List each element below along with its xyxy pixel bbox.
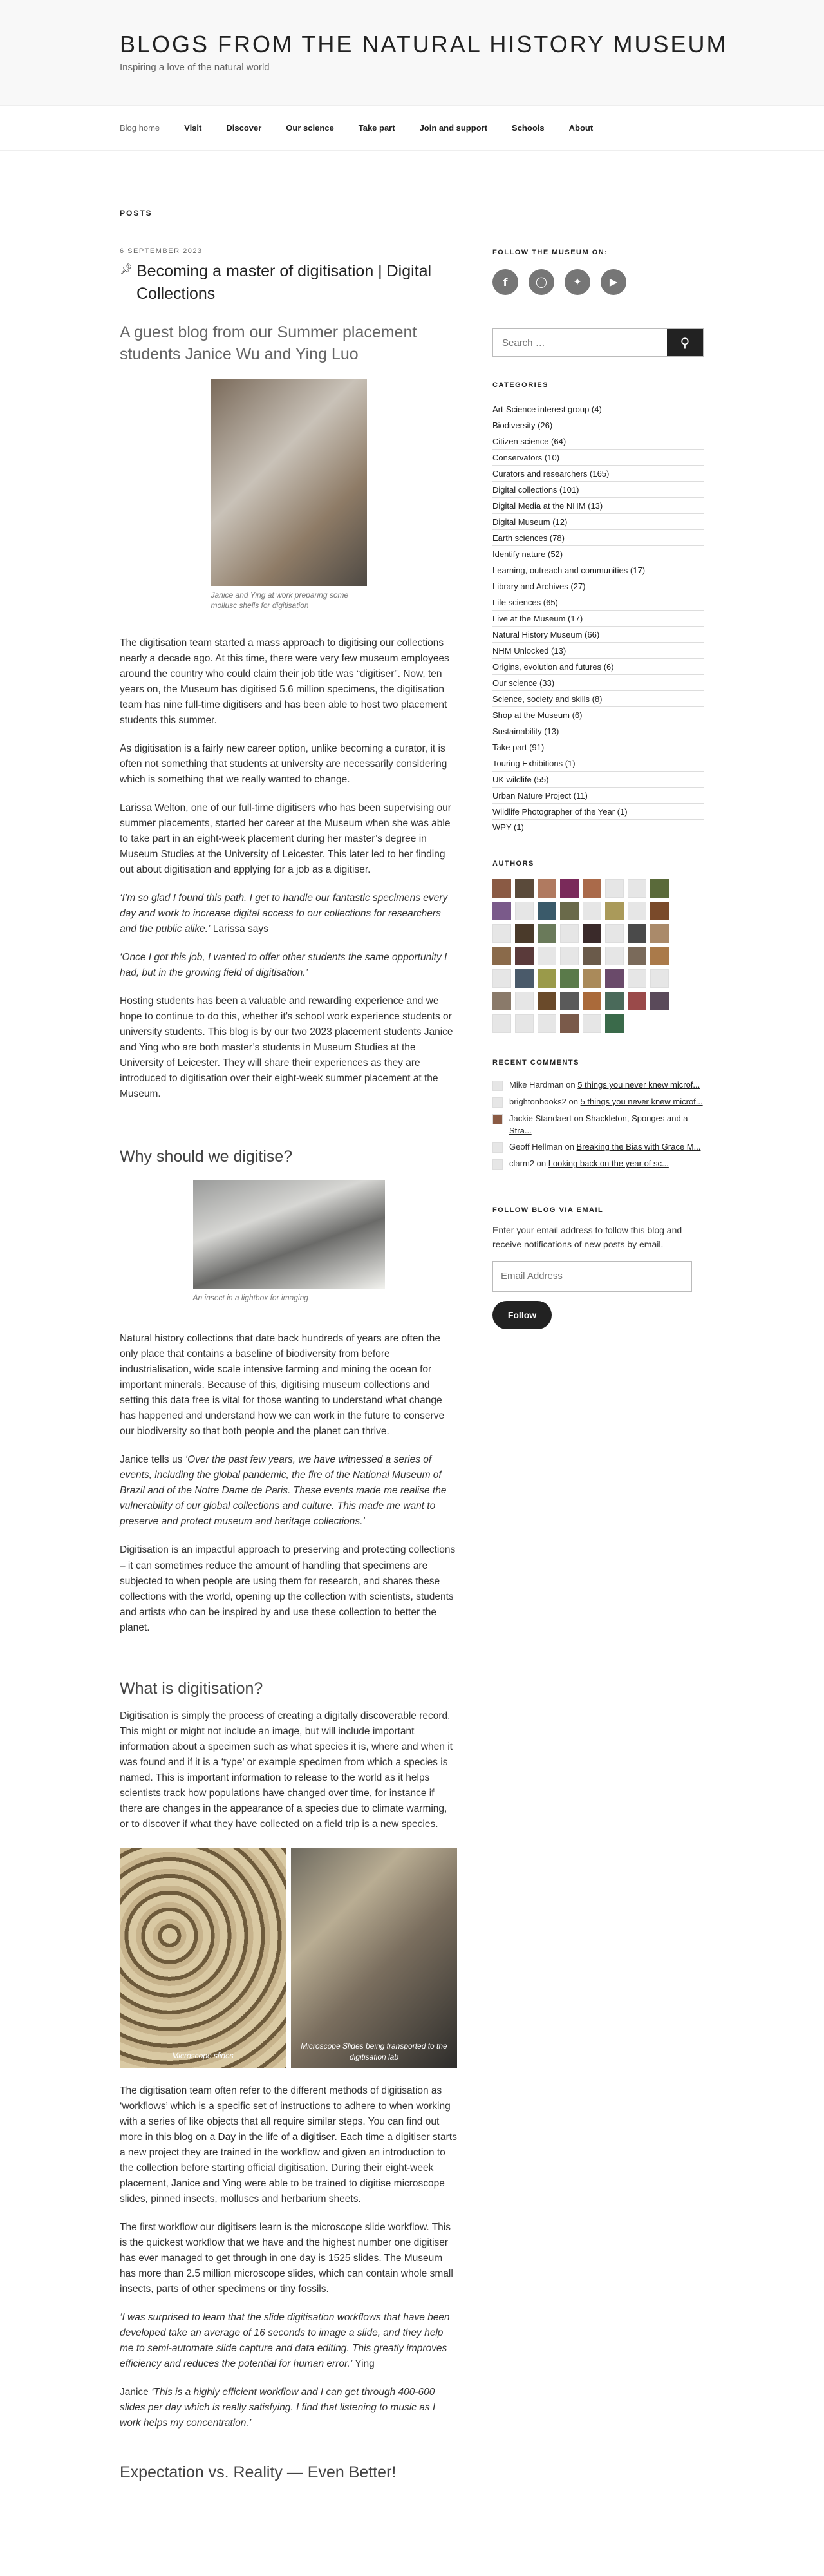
avatar[interactable] bbox=[628, 969, 646, 988]
authors-grid bbox=[492, 879, 704, 1033]
category-item[interactable]: Natural History Museum (66) bbox=[492, 626, 704, 642]
category-item[interactable]: Wildlife Photographer of the Year (1) bbox=[492, 803, 704, 819]
pin-icon: 📌︎ bbox=[120, 264, 133, 275]
email-field[interactable] bbox=[492, 1261, 692, 1292]
comment-text bbox=[509, 1141, 700, 1153]
post-subheading: A guest blog from our Summer placement students Janice Wu and Ying Luo bbox=[120, 323, 417, 363]
figure-caption: An insect in a lightbox for imaging bbox=[192, 1293, 308, 1302]
nav-discover[interactable]: Discover bbox=[226, 123, 262, 133]
follow-button[interactable]: Follow bbox=[492, 1301, 552, 1329]
category-item[interactable]: NHM Unlocked (13) bbox=[492, 642, 704, 658]
photo-microscope-slides bbox=[120, 1848, 286, 2068]
avatar[interactable] bbox=[628, 947, 646, 965]
figure-caption: Janice and Ying at work preparing some mollusc shells for digitisation bbox=[211, 590, 349, 611]
quote-attribution: Ying bbox=[352, 2358, 375, 2369]
category-item[interactable]: Urban Nature Project (11) bbox=[492, 787, 704, 803]
paragraph: Digitisation is an impactful approach to preserving and protecting collections – it can sometimes reduce the amount of handling that specimens are subjected to when people are using them for research, and shares these collections with the world, opening up the collection with scientists, students and artists who can be inspired by and use these collection to better the planet. bbox=[120, 1544, 456, 1633]
comment-author: Mike Hardman bbox=[509, 1080, 564, 1090]
quote-paragraph bbox=[120, 2385, 458, 2431]
avatar[interactable] bbox=[492, 902, 511, 920]
gallery-caption: Microscope slides bbox=[172, 2050, 234, 2060]
avatar[interactable] bbox=[583, 924, 601, 943]
nav-blog-home[interactable]: Blog home bbox=[120, 123, 160, 133]
comment-post-link[interactable]: 5 things you never knew microf... bbox=[580, 1096, 703, 1106]
avatar[interactable] bbox=[583, 969, 601, 988]
category-item[interactable]: Curators and researchers (165) bbox=[492, 465, 704, 481]
category-item[interactable]: WPY (1) bbox=[492, 819, 704, 835]
avatar[interactable] bbox=[515, 947, 534, 965]
nav-schools[interactable]: Schools bbox=[512, 123, 545, 133]
paragraph: The digitisation team started a mass approach to digitising our collections nearly a decade ago. At this time, there were very few museum employees around the country who could claim their job title was “digitiser”. Now, ten years on, the Museum has digitised 5.6 million specimens, the digitisation team has nine full-time digitisers and has been able to host two placement students this summer. bbox=[120, 638, 449, 726]
comment-author: Jackie Standaert bbox=[509, 1113, 572, 1123]
quote: ‘Once I got this job, I wanted to offer other students the same opportunity I had, but in the growing field of digitisation.’ bbox=[120, 952, 447, 979]
photo-slides-transport bbox=[291, 1848, 457, 2068]
site-description: Inspiring a love of the natural world bbox=[120, 62, 270, 73]
category-item[interactable]: Digital collections (101) bbox=[492, 481, 704, 497]
category-item[interactable]: Sustainability (13) bbox=[492, 723, 704, 739]
comment-post-link[interactable]: Looking back on the year of sc... bbox=[548, 1159, 669, 1169]
section-heading: What is digitisation? bbox=[120, 1679, 263, 1698]
gallery-caption: Microscope Slides being transported to the digitisation lab bbox=[301, 2041, 447, 2061]
follow-museum-title: FOLLOW THE MUSEUM ON: bbox=[492, 249, 608, 256]
avatar[interactable] bbox=[650, 969, 669, 988]
quote-paragraph bbox=[120, 891, 458, 937]
avatar[interactable] bbox=[515, 879, 534, 898]
category-item[interactable]: Shop at the Museum (6) bbox=[492, 706, 704, 723]
avatar[interactable] bbox=[605, 924, 624, 943]
category-item[interactable]: Digital Museum (12) bbox=[492, 513, 704, 529]
paragraph: Digitisation is simply the process of creating a digitally discoverable record. This might or might not include an image, but will include important information about a specimen such as what species it is, where and when it was found and if it is a ‘type’ or example specimen from which a species is named. This is important information to release to the world as it helps scientists track how populations have changed over time, for instance if there are changes in the appearance of a species due to climate warming, or to discover if what they have collected on a field trip is a new species. bbox=[120, 1710, 453, 1830]
nav-visit[interactable]: Visit bbox=[184, 123, 202, 133]
quote: ‘I was surprised to learn that the slide digitisation workflows that have been developed take an average of 16 seconds to image a slide, and they help me to semi-automate slide capture and data editing. This greatly improves efficiency and reduces the potential for human error.’ bbox=[120, 2311, 450, 2369]
section-heading: Expectation vs. Reality — Even Better! bbox=[120, 2463, 397, 2482]
avatar[interactable] bbox=[538, 902, 556, 920]
category-item[interactable]: Live at the Museum (17) bbox=[492, 610, 704, 626]
comment-post-link[interactable]: 5 things you never knew microf... bbox=[577, 1080, 700, 1090]
avatar bbox=[492, 1142, 503, 1153]
avatar[interactable] bbox=[583, 1014, 601, 1033]
search-input[interactable] bbox=[493, 329, 667, 356]
nav-take-part[interactable]: Take part bbox=[358, 123, 395, 133]
category-item[interactable]: Conservators (10) bbox=[492, 449, 704, 465]
paragraph-text: The digitisation team often refer to the different methods of digitisation as ‘workflows’ which is a specific set of instructions to adhere to when working with a series of like objects that all require similar steps. You can find out more in this blog on a bbox=[120, 2085, 451, 2143]
category-item[interactable]: Art-Science interest group (4) bbox=[492, 401, 704, 417]
avatar[interactable] bbox=[515, 969, 534, 988]
posts-label: POSTS bbox=[120, 209, 153, 218]
avatar[interactable] bbox=[628, 924, 646, 943]
comment-on: on bbox=[571, 1113, 586, 1123]
category-item[interactable]: Touring Exhibitions (1) bbox=[492, 755, 704, 771]
follow-email-text: Enter your email address to follow this blog and receive notifications of new posts by email. bbox=[492, 1225, 682, 1250]
avatar[interactable] bbox=[492, 879, 511, 898]
paragraph-text: . Each time a digitiser starts a new project they are trained in the workflow and given an introduction to the collection before starting official digitisation. During their eight-week placement, Janice and Ying were able to be trained to digitise microscope slides, pinned insects, molluscs and herbarium sheets. bbox=[120, 2131, 457, 2204]
comment-on: on bbox=[563, 1080, 578, 1090]
category-item[interactable]: Take part (91) bbox=[492, 739, 704, 755]
avatar[interactable] bbox=[650, 902, 669, 920]
comment-author: clarm2 bbox=[509, 1159, 535, 1169]
comment-item bbox=[492, 1158, 704, 1170]
avatar[interactable] bbox=[583, 992, 601, 1010]
avatar bbox=[492, 1114, 503, 1124]
avatar bbox=[492, 1097, 503, 1108]
figure-lightbox bbox=[120, 1180, 458, 1303]
avatar[interactable] bbox=[583, 902, 601, 920]
avatar[interactable] bbox=[538, 924, 556, 943]
comment-on: on bbox=[566, 1096, 581, 1106]
avatar[interactable] bbox=[538, 1014, 556, 1033]
avatar[interactable] bbox=[628, 992, 646, 1010]
avatar[interactable] bbox=[492, 992, 511, 1010]
search-icon: ⚲ bbox=[680, 336, 690, 350]
facebook-icon[interactable]: f bbox=[492, 269, 518, 295]
avatar[interactable] bbox=[560, 879, 579, 898]
follow-email-title: FOLLOW BLOG VIA EMAIL bbox=[492, 1206, 604, 1215]
category-item[interactable]: Science, society and skills (8) bbox=[492, 690, 704, 706]
nav-about[interactable]: About bbox=[568, 123, 594, 133]
main-nav bbox=[0, 106, 824, 151]
youtube-icon[interactable]: ▶ bbox=[601, 269, 626, 295]
avatar[interactable] bbox=[605, 992, 624, 1010]
avatar[interactable] bbox=[492, 969, 511, 988]
category-item[interactable]: UK wildlife (55) bbox=[492, 771, 704, 787]
quote-paragraph bbox=[120, 2310, 458, 2372]
category-item[interactable]: Our science (33) bbox=[492, 674, 704, 690]
avatar[interactable] bbox=[650, 947, 669, 965]
quote: ‘This is a highly efficient workflow and I can get through 400-600 slides per day which is really satisfying. I find that listening to music as I work helps my concentration.’ bbox=[120, 2386, 436, 2429]
comment-text bbox=[509, 1079, 700, 1092]
instagram-icon[interactable]: ◯ bbox=[529, 269, 554, 295]
comment-on: on bbox=[562, 1142, 577, 1152]
avatar[interactable] bbox=[650, 924, 669, 943]
avatar[interactable] bbox=[583, 947, 601, 965]
avatar[interactable] bbox=[650, 992, 669, 1010]
paragraph: Hosting students has been a valuable and rewarding experience and we hope to continue to do this, whether it’s school work experience students or university students. This blog is by our two 2023 placement students Janice and Ying who are both master’s students in Museum Studies at the University of Leicester. They will share their experiences as they are introduced to digitisation over their eight-week summer placement at the Museum. bbox=[120, 996, 453, 1100]
avatar[interactable] bbox=[560, 924, 579, 943]
comment-item bbox=[492, 1141, 704, 1153]
post-title[interactable]: Becoming a master of digitisation | Digital Collections bbox=[136, 262, 432, 303]
main-content bbox=[120, 247, 458, 2482]
comment-text bbox=[509, 1096, 703, 1108]
sidebar bbox=[492, 247, 704, 1329]
comment-post-link[interactable]: Shackleton, Sponges and a Stra... bbox=[509, 1113, 688, 1135]
site-title[interactable]: BLOGS FROM THE NATURAL HISTORY MUSEUM bbox=[120, 31, 728, 57]
avatar[interactable] bbox=[515, 1014, 534, 1033]
comment-item bbox=[492, 1096, 704, 1108]
comment-text bbox=[509, 1158, 669, 1170]
categories-title: CATEGORIES bbox=[492, 381, 548, 389]
authors-title: AUTHORS bbox=[492, 860, 534, 867]
nav-join-and-support[interactable]: Join and support bbox=[419, 123, 488, 133]
avatar[interactable] bbox=[560, 947, 579, 965]
avatar[interactable] bbox=[628, 902, 646, 920]
avatar[interactable] bbox=[628, 879, 646, 898]
category-item[interactable]: Library and Archives (27) bbox=[492, 578, 704, 594]
avatar[interactable] bbox=[650, 879, 669, 898]
social-links bbox=[492, 269, 704, 295]
search-button[interactable] bbox=[667, 329, 703, 356]
paragraph: As digitisation is a fairly new career option, unlike becoming a curator, it is often not something that students at university are necessarily considering which is something that we really wanted to change. bbox=[120, 743, 447, 786]
site-header bbox=[0, 0, 824, 106]
category-item[interactable]: Learning, outreach and communities (17) bbox=[492, 562, 704, 578]
avatar[interactable] bbox=[492, 924, 511, 943]
category-item[interactable]: Citizen science (64) bbox=[492, 433, 704, 449]
figure-placement-students bbox=[120, 379, 458, 612]
comment-item bbox=[492, 1113, 704, 1137]
category-item[interactable]: Life sciences (65) bbox=[492, 594, 704, 610]
post-date[interactable]: 6 SEPTEMBER 2023 bbox=[120, 247, 203, 255]
comment-item bbox=[492, 1079, 704, 1092]
category-item[interactable]: Digital Media at the NHM (13) bbox=[492, 497, 704, 513]
avatar[interactable] bbox=[538, 992, 556, 1010]
category-item[interactable]: Identify nature (52) bbox=[492, 545, 704, 562]
quote-paragraph bbox=[120, 1452, 458, 1530]
comment-post-link[interactable]: Breaking the Bias with Grace M... bbox=[576, 1142, 701, 1152]
avatar[interactable] bbox=[515, 924, 534, 943]
avatar[interactable] bbox=[560, 902, 579, 920]
quote: ‘Over the past few years, we have witnessed a series of events, including the global pandemic, the fire of the National Museum of Brazil and of the Notre Dame de Paris. These events made me realise the vulnerability of our global collections and culture. This made me want to preserve and protect museum and heritage collections.’ bbox=[120, 1454, 447, 1528]
avatar[interactable] bbox=[515, 992, 534, 1010]
quote-attribution: Janice tells us bbox=[120, 1454, 185, 1466]
comment-author: Geoff Hellman bbox=[509, 1142, 563, 1152]
quote-attribution: Larissa says bbox=[210, 923, 268, 935]
paragraph: The first workflow our digitisers learn is the microscope slide workflow. This is the quickest workflow that we have and the highest number one digitiser has ever managed to get through in one day is 1525 slides. The Museum has more than 2.5 million microscope slides, which can contain whole small insects, parts of other specimens or tiny fossils. bbox=[120, 2221, 453, 2295]
category-item[interactable]: Biodiversity (26) bbox=[492, 417, 704, 433]
nav-our-science[interactable]: Our science bbox=[286, 123, 334, 133]
avatar[interactable] bbox=[538, 969, 556, 988]
avatar[interactable] bbox=[605, 1014, 624, 1033]
avatar[interactable] bbox=[492, 947, 511, 965]
section-heading: Why should we digitise? bbox=[120, 1147, 293, 1166]
search-form bbox=[492, 328, 704, 357]
category-item[interactable]: Origins, evolution and futures (6) bbox=[492, 658, 704, 674]
avatar[interactable] bbox=[515, 902, 534, 920]
paragraph: Larissa Welton, one of our full-time digitisers who has been supervising our summer placements, started her career at the Museum when she was able to take part in an eight-week placement during her master’s degree in Museum Studies at the University of Leicester. This later led to her finding out about digitisation and applying for a job as a digitiser. bbox=[120, 802, 451, 876]
comment-author: brightonbooks2 bbox=[509, 1096, 566, 1106]
comment-on: on bbox=[534, 1159, 548, 1169]
avatar bbox=[492, 1159, 503, 1170]
image-gallery bbox=[120, 1848, 458, 2068]
paragraph bbox=[120, 2083, 458, 2207]
categories-list bbox=[492, 401, 704, 835]
avatar[interactable] bbox=[583, 879, 601, 898]
avatar[interactable] bbox=[538, 879, 556, 898]
twitter-icon[interactable]: ✦ bbox=[565, 269, 590, 295]
avatar[interactable] bbox=[605, 902, 624, 920]
photo-insect-lightbox bbox=[193, 1180, 385, 1289]
avatar[interactable] bbox=[560, 969, 579, 988]
avatar[interactable] bbox=[605, 969, 624, 988]
recent-comments-list bbox=[492, 1079, 704, 1170]
avatar[interactable] bbox=[492, 1014, 511, 1033]
paragraph: Natural history collections that date back hundreds of years are often the only place that contains a baseline of biodiversity from before industrialisation, wide scale intensive farming and mining the ocean for important minerals. Because of this, digitising museum collections and setting this data free is vital for those wanting to understand what change has happened and understand how we can work in the future to conserve our biodiversity so that both people and the planet can thrive. bbox=[120, 1333, 445, 1437]
avatar[interactable] bbox=[560, 1014, 579, 1033]
category-item[interactable]: Earth sciences (78) bbox=[492, 529, 704, 545]
quote: ‘I’m so glad I found this path. I get to handle our fantastic specimens every day and work to increase digital access to our collections for researchers and the public alike.’ bbox=[120, 893, 448, 935]
comment-text bbox=[509, 1113, 704, 1137]
avatar bbox=[492, 1081, 503, 1091]
avatar[interactable] bbox=[560, 992, 579, 1010]
avatar[interactable] bbox=[538, 947, 556, 965]
quote-attribution: Janice bbox=[120, 2386, 152, 2398]
recent-comments-title: RECENT COMMENTS bbox=[492, 1059, 579, 1066]
photo-janice-and-ying bbox=[211, 379, 367, 586]
day-in-life-link[interactable]: Day in the life of a digitiser bbox=[218, 2131, 335, 2143]
avatar[interactable] bbox=[605, 947, 624, 965]
avatar[interactable] bbox=[605, 879, 624, 898]
